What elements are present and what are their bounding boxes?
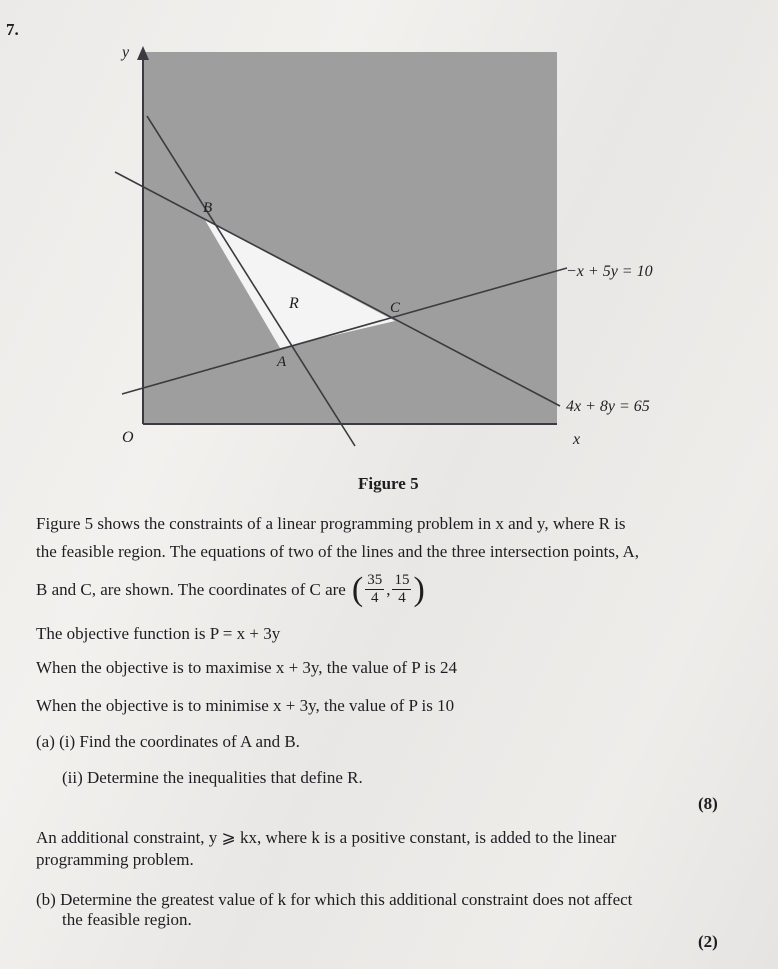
c-x-numerator: 35	[367, 572, 383, 588]
c-x-denominator: 4	[370, 590, 379, 606]
constraint-line-1: An additional constraint, y ⩾ kx, where k is a positive constant, is added to the linear	[36, 828, 617, 847]
part-a-ii: (ii) Determine the inequalities that define R.	[62, 768, 363, 787]
paragraph-line-1: Figure 5 shows the constraints of a linear programming problem in x and y, where R is	[36, 514, 626, 533]
figure-5-graph	[0, 0, 778, 470]
question-number: 7.	[6, 20, 19, 39]
shaded-region	[143, 52, 557, 424]
point-b-label: B	[203, 200, 213, 216]
figure-caption: Figure 5	[358, 474, 419, 493]
part-a-i: (a) (i) Find the coordinates of A and B.	[36, 732, 300, 751]
minimise-text: When the objective is to minimise x + 3y, the value of P is 10	[36, 696, 455, 715]
coordinates-c-value: ( $\frac{35}{4}$ , $\frac{15}{4}$ )	[351, 570, 425, 608]
paragraph-line-2: the feasible region. The equations of two of the lines and the three intersection points, A,	[36, 542, 640, 561]
marks-part-b: (2)	[698, 932, 718, 951]
x-axis-label: x	[573, 431, 581, 448]
y-axis-label: y	[122, 44, 130, 61]
point-c-label: C	[390, 300, 401, 316]
origin-label: O	[122, 429, 134, 446]
constraint-line-2: programming problem.	[36, 850, 194, 869]
point-a-label: A	[277, 354, 287, 370]
objective-function-text: The objective function is P = x + 3y	[36, 624, 281, 643]
c-y-denominator: 4	[398, 590, 406, 606]
line-label-minus-x-plus-5y: −x + 5y = 10	[566, 263, 653, 280]
c-y-numerator: 15	[394, 572, 410, 588]
line-label-4x-plus-8y: 4x + 8y = 65	[566, 398, 650, 415]
part-b-line-2: the feasible region.	[62, 910, 192, 929]
paragraph-line-3	[36, 572, 425, 607]
region-r-label: R	[289, 295, 299, 312]
marks-part-a: (8)	[698, 794, 718, 813]
maximise-text: When the objective is to maximise x + 3y, the value of P is 24	[36, 658, 457, 677]
part-b-line-1: (b) Determine the greatest value of k for which this additional constraint does not affect	[36, 890, 633, 909]
coordinates-c-text: B and C, are shown. The coordinates of C are	[36, 579, 346, 599]
